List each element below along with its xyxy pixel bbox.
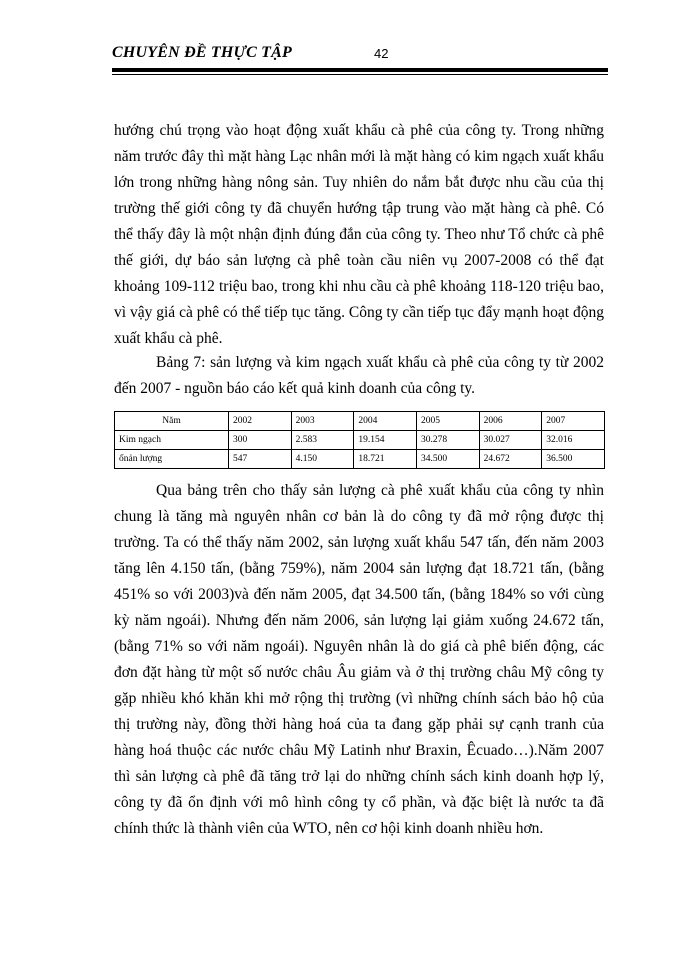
header-rule-thick: [112, 68, 608, 72]
table-cell: 4.150: [291, 450, 354, 469]
paragraph-analysis: Qua bảng trên cho thấy sản lượng cà phê xuất khẩu của công ty nhìn chung là tăng mà nguyên nhân cơ bản là do công ty đã mở rộng được thị trường. Ta có thể thấy năm 2002, sản lượng xuất khẩu 547 tấn, đến năm 2003 tăng lên 4.150 tấn, (bằng 759%), năm 2004 sản lượng đạt 18.721 tấn, (bằng 451% so với 2003)và đến năm 2005, đạt 34.500 tấn, (bằng 184% so với cùng kỳ năm ngoái). Nhưng đến năm 2006, sản lượng lại giảm xuống 24.672 tấn, (bằng 71% so với năm ngoái). Nguyên nhân là do giá cà phê biến động, các đơn đặt hàng từ một số nước châu Âu giảm và ở thị trường châu Mỹ công ty gặp nhiều khó khăn khi mở rộng thị trường (vì những chính sách bảo hộ của thị trường này, đồng thời hàng hoá của ta đang gặp phải sự cạnh tranh của hàng hoá thuộc các nước châu Mỹ Latinh như Braxin, Êcuado…).Năm 2007 thì sản lượng cà phê đã tăng trở lại do những chính sách kinh doanh hợp lý, công ty đã ổn định với mô hình công ty cổ phần, và đặc biệt là nước ta đã chính thức là thành viên của WTO, nên cơ hội kinh doanh nhiều hơn.: [114, 482, 604, 837]
table-cell: 32.016: [542, 431, 605, 450]
table-header-cell: Năm: [115, 412, 229, 431]
table-cell: Kim ngạch: [115, 431, 229, 450]
table-cell: 30.278: [416, 431, 479, 450]
table-header-cell: 2003: [291, 412, 354, 431]
table-header-cell: 2006: [479, 412, 542, 431]
table-cell: 18.721: [354, 450, 417, 469]
table-cell: 547: [229, 450, 292, 469]
table-row: [115, 431, 605, 450]
table-cell: 24.672: [479, 450, 542, 469]
table-header-row: [115, 412, 605, 431]
table-cell: 300: [229, 431, 292, 450]
header-title: CHUYÊN ĐỀ THỰC TẬP: [112, 44, 293, 61]
table-header-cell: 2005: [416, 412, 479, 431]
table-header-cell: 2007: [542, 412, 605, 431]
table-caption: Bảng 7: sản lượng và kim ngạch xuất khẩu cà phê của công ty từ 2002 đến 2007 - nguồn báo cáo kết quả kinh doanh của công ty.: [114, 354, 604, 397]
table-cell: 19.154: [354, 431, 417, 450]
table-cell: 2.583: [291, 431, 354, 450]
table-cell: 36.500: [542, 450, 605, 469]
paragraph-intro: hướng chú trọng vào hoạt động xuất khẩu cà phê của công ty. Trong những năm trước đây thì mặt hàng Lạc nhân mới là mặt hàng có kim ngạch xuất khẩu lớn trong những hàng nông sản. Tuy nhiên do nắm bắt được nhu cầu của thị trường thế giới công ty đã chuyển hướng tập trung vào mặt hàng cà phê. Có thể thấy đây là một nhận định đúng đắn của công ty. Theo như Tổ chức cà phê thế giới, dự báo sản lượng cà phê toàn cầu niên vụ 2007-2008 có thể đạt khoảng 109-112 triệu bao, trong khi nhu cầu cà phê khoảng 118-120 triệu bao, vì vậy giá cà phê có thể tiếp tục tăng. Công ty cần tiếp tục đẩy mạnh hoạt động xuất khẩu cà phê.: [114, 122, 604, 347]
header-rule-thin: [112, 74, 608, 75]
table-cell: ốnản lượng: [115, 450, 229, 469]
export-data-table: [114, 411, 605, 469]
table-header-cell: 2004: [354, 412, 417, 431]
table-cell: 30.027: [479, 431, 542, 450]
page-number: 42: [374, 46, 389, 61]
table-row: [115, 450, 605, 469]
table-cell: 34.500: [416, 450, 479, 469]
table-header-cell: 2002: [229, 412, 292, 431]
